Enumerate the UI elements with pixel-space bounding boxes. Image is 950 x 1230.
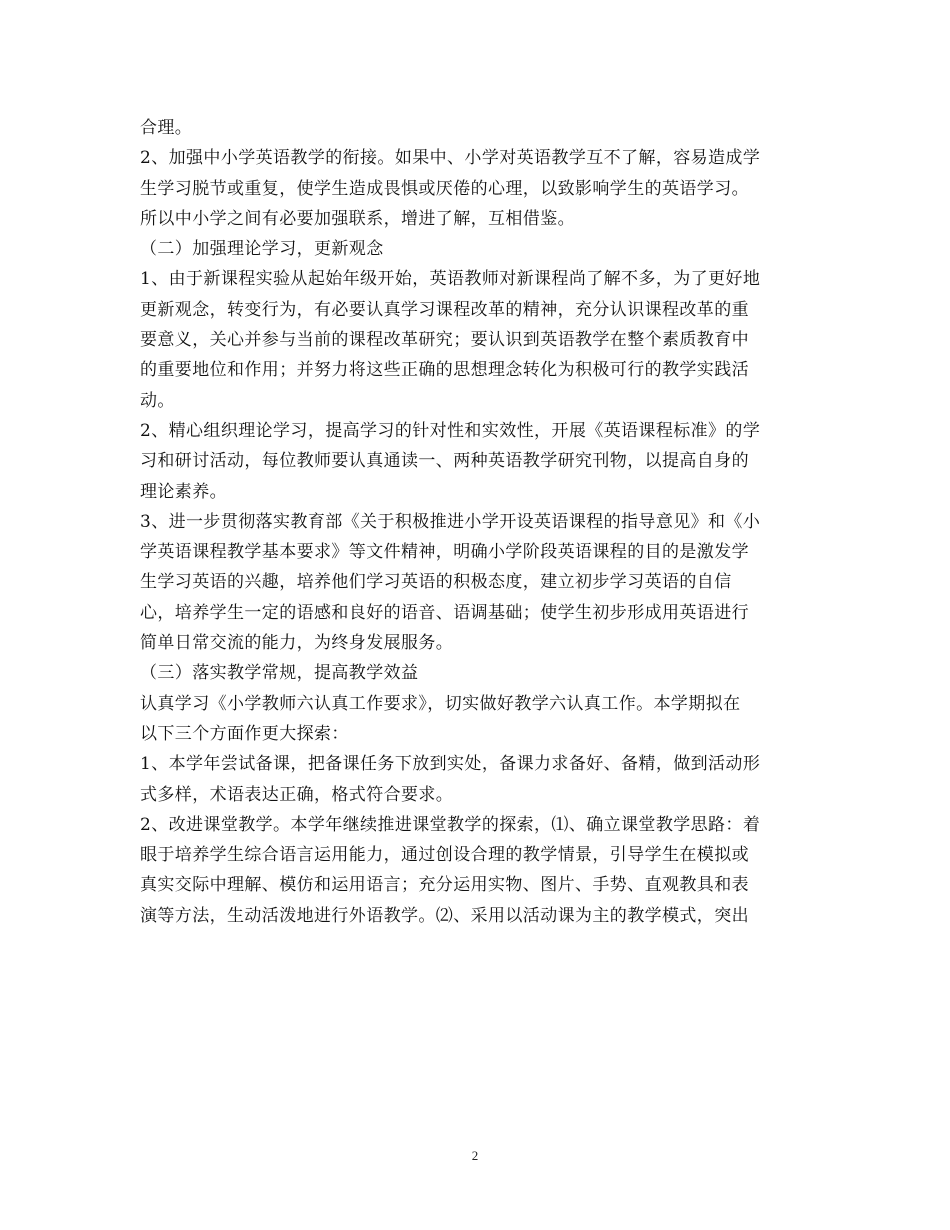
text-line: 学英语课程教学基本要求》等文件精神，明确小学阶段英语课程的目的是激发学 (140, 542, 749, 563)
page-number: 2 (471, 1148, 479, 1163)
text-line: 简单日常交流的能力，为终身发展服务。 (140, 633, 454, 654)
text-line: 所以中小学之间有必要加强联系，增进了解，互相借鉴。 (140, 208, 575, 229)
text-line: 动。 (140, 390, 175, 411)
text-line: 心，培养学生一定的语感和良好的语音、语调基础；使学生初步形成用英语进行 (140, 602, 749, 623)
text-line: 2、精心组织理论学习，提高学习的针对性和实效性，开展《英语课程标准》的学 (140, 420, 761, 441)
text-line: 真实交际中理解、模仿和运用语言；充分运用实物、图片、手势、直观教具和表 (140, 875, 749, 896)
text-line: 1、由于新课程实验从起始年级开始，英语教师对新课程尚了解不多，为了更好地 (140, 269, 761, 290)
body-text (140, 113, 810, 931)
text-line: 2、加强中小学英语教学的衔接。如果中、小学对英语教学互不了解，容易造成学 (140, 148, 761, 169)
text-line: 的重要地位和作用；并努力将这些正确的思想理念转化为积极可行的教学实践活 (140, 360, 749, 381)
text-line: 1、本学年尝试备课，把备课任务下放到实处，备课力求备好、备精，做到活动形 (140, 754, 761, 775)
text-line: 2、改进课堂教学。本学年继续推进课堂教学的探索，⑴、确立课堂教学思路：着 (140, 814, 761, 835)
text-line: 习和研讨活动，每位教师要认真通读一、两种英语教学研究刊物，以提高自身的 (140, 451, 749, 472)
text-line: 认真学习《小学教师六认真工作要求》，切实做好教学六认真工作。本学期拟在 (140, 693, 741, 714)
text-line: 要意义，关心并参与当前的课程改革研究；要认识到英语教学在整个素质教育中 (140, 330, 749, 351)
text-line: 理论素养。 (140, 481, 227, 502)
text-line: 3、进一步贯彻落实教育部《关于积极推进小学开设英语课程的指导意见》和《小 (140, 511, 761, 532)
text-line: 生学习英语的兴趣，培养他们学习英语的积极态度，建立初步学习英语的自信 (140, 572, 732, 593)
text-line: 生学习脱节或重复，使学生造成畏惧或厌倦的心理，以致影响学生的英语学习。 (140, 178, 749, 199)
text-line: 眼于培养学生综合语言运用能力，通过创设合理的教学情景，引导学生在模拟或 (140, 845, 749, 866)
text-line: 以下三个方面作更大探索： (140, 723, 349, 744)
text-line: 式多样，术语表达正确，格式符合要求。 (140, 784, 454, 805)
section-heading: （三）落实教学常规，提高教学效益 (140, 663, 419, 684)
text-line: 更新观念，转变行为，有必要认真学习课程改革的精神，充分认识课程改革的重 (140, 299, 749, 320)
section-heading: （二）加强理论学习，更新观念 (140, 239, 384, 260)
text-line: 合理。 (140, 118, 193, 138)
text-line: 演等方法，生动活泼地进行外语教学。⑵、采用以活动课为主的教学模式，突出 (140, 905, 749, 926)
